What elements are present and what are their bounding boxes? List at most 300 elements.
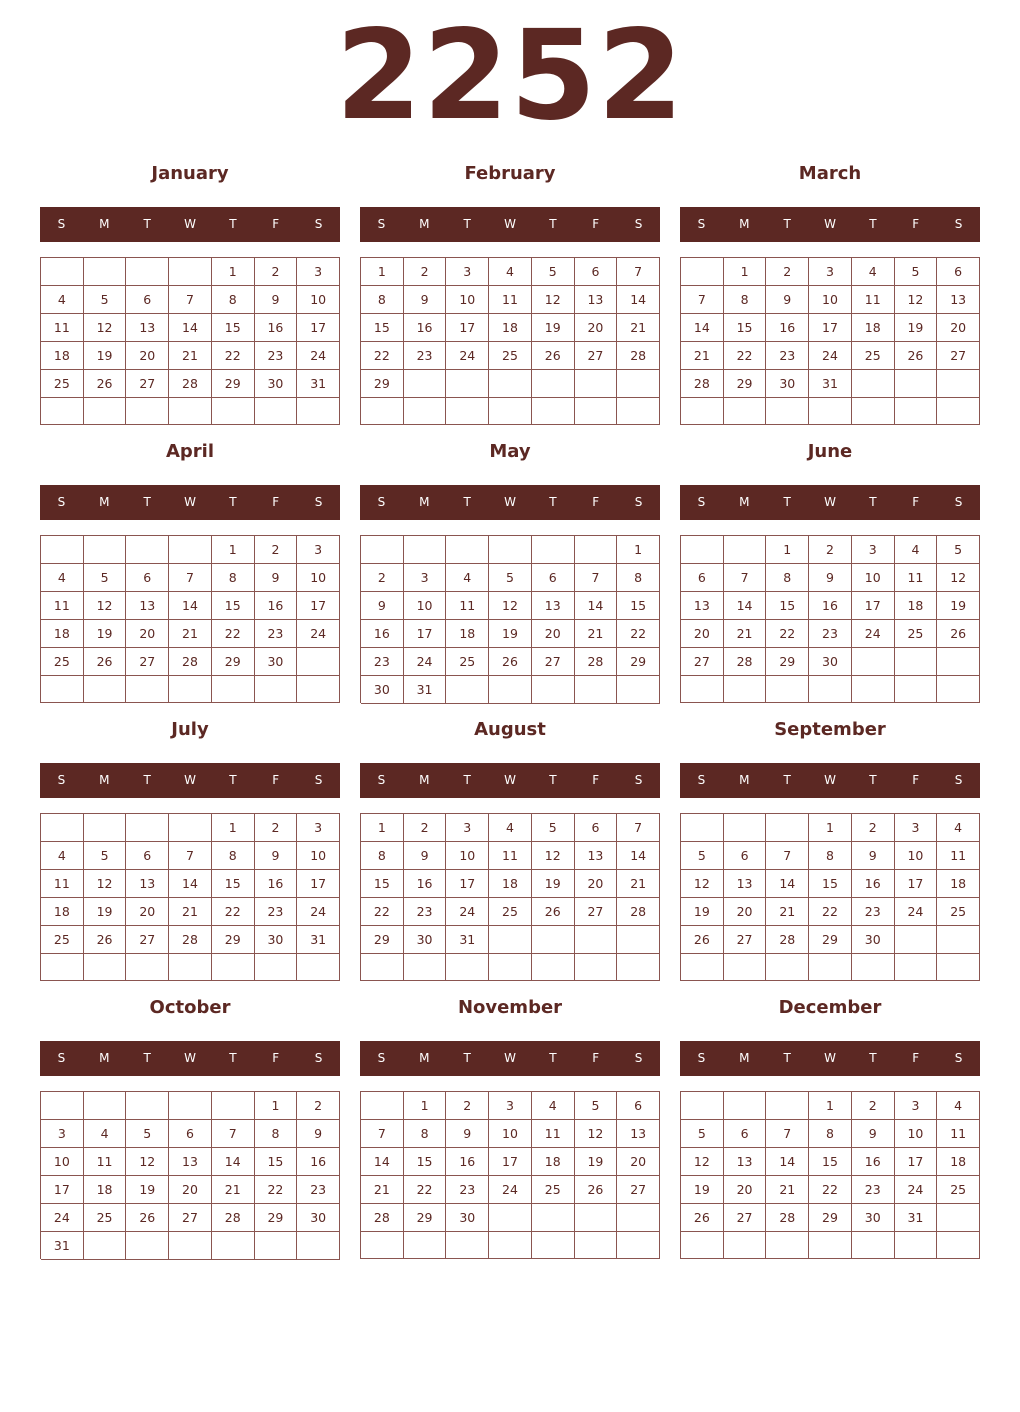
day-cell: 3 bbox=[446, 258, 489, 286]
day-cell: 23 bbox=[404, 898, 447, 926]
empty-day-cell bbox=[852, 648, 895, 676]
day-cell: 4 bbox=[489, 814, 532, 842]
empty-day-cell bbox=[404, 536, 447, 564]
day-cell: 21 bbox=[766, 898, 809, 926]
day-cell: 21 bbox=[212, 1176, 255, 1204]
day-cell: 17 bbox=[297, 870, 340, 898]
weekday-label: W bbox=[184, 217, 196, 231]
day-cell: 16 bbox=[446, 1148, 489, 1176]
day-cell: 1 bbox=[212, 814, 255, 842]
day-cell: 6 bbox=[617, 1092, 660, 1120]
day-cell: 25 bbox=[41, 648, 84, 676]
day-cell: 9 bbox=[852, 842, 895, 870]
weekday-label: M bbox=[739, 495, 750, 509]
weekday-label: S bbox=[954, 217, 963, 231]
weekday-label: T bbox=[463, 1051, 471, 1065]
day-cell: 27 bbox=[532, 648, 575, 676]
day-cell: 11 bbox=[41, 870, 84, 898]
empty-day-cell bbox=[937, 1232, 980, 1259]
empty-day-cell bbox=[489, 954, 532, 981]
day-cell: 15 bbox=[809, 870, 852, 898]
day-cell: 16 bbox=[852, 870, 895, 898]
day-cell: 18 bbox=[937, 870, 980, 898]
day-cell: 24 bbox=[297, 620, 340, 648]
empty-day-cell bbox=[404, 370, 447, 398]
month-name: April bbox=[165, 441, 215, 462]
day-cell: 18 bbox=[852, 314, 895, 342]
empty-day-cell bbox=[532, 676, 575, 704]
weekday-label: W bbox=[504, 217, 516, 231]
empty-day-cell bbox=[489, 398, 532, 425]
day-cell: 31 bbox=[404, 676, 447, 704]
empty-day-cell bbox=[809, 1232, 852, 1259]
weekday-header bbox=[680, 207, 980, 242]
empty-day-cell bbox=[809, 398, 852, 425]
day-cell: 3 bbox=[809, 258, 852, 286]
weekday-label: S bbox=[697, 1051, 706, 1065]
weekday-label: T bbox=[143, 495, 151, 509]
day-cell: 26 bbox=[575, 1176, 618, 1204]
empty-day-cell bbox=[766, 1232, 809, 1259]
empty-day-cell bbox=[532, 926, 575, 954]
day-cell: 8 bbox=[361, 842, 404, 870]
day-cell: 20 bbox=[126, 898, 169, 926]
empty-day-cell bbox=[446, 398, 489, 425]
day-cell: 26 bbox=[937, 620, 980, 648]
month-name: January bbox=[151, 163, 229, 184]
day-cell: 17 bbox=[446, 870, 489, 898]
day-cell: 4 bbox=[41, 564, 84, 592]
day-cell: 3 bbox=[297, 258, 340, 286]
day-cell: 20 bbox=[126, 620, 169, 648]
weekday-label: T bbox=[783, 217, 791, 231]
day-cell: 15 bbox=[212, 870, 255, 898]
day-cell: 9 bbox=[404, 842, 447, 870]
weekday-label: S bbox=[377, 217, 386, 231]
weekday-label: F bbox=[912, 773, 920, 787]
day-grid bbox=[40, 1091, 340, 1259]
day-cell: 7 bbox=[169, 842, 212, 870]
day-cell: 5 bbox=[532, 814, 575, 842]
day-cell: 31 bbox=[41, 1232, 84, 1260]
day-cell: 18 bbox=[41, 898, 84, 926]
day-cell: 26 bbox=[681, 926, 724, 954]
weekday-label: W bbox=[504, 495, 516, 509]
day-cell: 11 bbox=[446, 592, 489, 620]
day-cell: 25 bbox=[532, 1176, 575, 1204]
empty-day-cell bbox=[446, 954, 489, 981]
day-grid bbox=[360, 813, 660, 981]
day-cell: 12 bbox=[937, 564, 980, 592]
month-name: February bbox=[464, 163, 556, 184]
day-cell: 5 bbox=[575, 1092, 618, 1120]
weekday-label: S bbox=[377, 495, 386, 509]
day-cell: 3 bbox=[404, 564, 447, 592]
weekday-label: M bbox=[419, 773, 430, 787]
day-cell: 7 bbox=[766, 1120, 809, 1148]
day-cell: 30 bbox=[852, 926, 895, 954]
month-name: October bbox=[149, 997, 231, 1018]
day-cell: 20 bbox=[575, 314, 618, 342]
empty-day-cell bbox=[724, 954, 767, 981]
weekday-label: S bbox=[377, 773, 386, 787]
weekday-label: S bbox=[954, 773, 963, 787]
month-name: November bbox=[457, 997, 563, 1018]
weekday-label: S bbox=[57, 217, 66, 231]
weekday-label: T bbox=[143, 1051, 151, 1065]
empty-day-cell bbox=[681, 536, 724, 564]
empty-day-cell bbox=[126, 954, 169, 981]
day-cell: 4 bbox=[41, 842, 84, 870]
weekday-label: S bbox=[314, 495, 323, 509]
day-cell: 21 bbox=[617, 870, 660, 898]
empty-day-cell bbox=[84, 258, 127, 286]
empty-day-cell bbox=[297, 954, 340, 981]
month-name: September bbox=[774, 719, 886, 740]
day-cell: 12 bbox=[895, 286, 938, 314]
day-cell: 17 bbox=[41, 1176, 84, 1204]
day-cell: 25 bbox=[446, 648, 489, 676]
year-title: 2252 bbox=[335, 4, 685, 148]
day-cell: 10 bbox=[404, 592, 447, 620]
empty-day-cell bbox=[852, 954, 895, 981]
day-cell: 18 bbox=[895, 592, 938, 620]
day-cell: 11 bbox=[489, 286, 532, 314]
day-cell: 18 bbox=[489, 870, 532, 898]
day-cell: 8 bbox=[617, 564, 660, 592]
empty-day-cell bbox=[212, 1092, 255, 1120]
empty-day-cell bbox=[617, 370, 660, 398]
day-cell: 21 bbox=[361, 1176, 404, 1204]
day-cell: 10 bbox=[852, 564, 895, 592]
empty-day-cell bbox=[361, 1232, 404, 1259]
day-cell: 20 bbox=[724, 1176, 767, 1204]
weekday-label: M bbox=[99, 1051, 110, 1065]
day-cell: 29 bbox=[255, 1204, 298, 1232]
day-cell: 25 bbox=[84, 1204, 127, 1232]
day-cell: 12 bbox=[84, 314, 127, 342]
weekday-label: F bbox=[272, 1051, 280, 1065]
day-cell: 22 bbox=[724, 342, 767, 370]
weekday-header bbox=[360, 207, 660, 242]
empty-day-cell bbox=[489, 1232, 532, 1259]
day-cell: 26 bbox=[532, 898, 575, 926]
day-cell: 23 bbox=[446, 1176, 489, 1204]
empty-day-cell bbox=[489, 370, 532, 398]
day-grid bbox=[680, 535, 980, 703]
day-cell: 7 bbox=[681, 286, 724, 314]
day-cell: 10 bbox=[895, 842, 938, 870]
empty-day-cell bbox=[489, 926, 532, 954]
day-cell: 13 bbox=[617, 1120, 660, 1148]
empty-day-cell bbox=[681, 814, 724, 842]
day-cell: 20 bbox=[126, 342, 169, 370]
empty-day-cell bbox=[169, 536, 212, 564]
day-cell: 24 bbox=[41, 1204, 84, 1232]
day-cell: 27 bbox=[126, 370, 169, 398]
weekday-label: S bbox=[57, 495, 66, 509]
day-cell: 26 bbox=[84, 926, 127, 954]
weekday-label: S bbox=[697, 495, 706, 509]
weekday-label: W bbox=[824, 1051, 836, 1065]
day-cell: 24 bbox=[297, 898, 340, 926]
day-grid bbox=[360, 257, 660, 425]
day-cell: 4 bbox=[41, 286, 84, 314]
empty-day-cell bbox=[575, 926, 618, 954]
empty-day-cell bbox=[937, 676, 980, 703]
day-cell: 15 bbox=[361, 314, 404, 342]
empty-day-cell bbox=[126, 814, 169, 842]
day-cell: 18 bbox=[41, 342, 84, 370]
weekday-label: S bbox=[697, 773, 706, 787]
day-cell: 7 bbox=[361, 1120, 404, 1148]
day-cell: 2 bbox=[766, 258, 809, 286]
day-cell: 15 bbox=[212, 592, 255, 620]
day-cell: 21 bbox=[575, 620, 618, 648]
empty-day-cell bbox=[361, 954, 404, 981]
empty-day-cell bbox=[895, 954, 938, 981]
day-cell: 25 bbox=[489, 898, 532, 926]
empty-day-cell bbox=[41, 814, 84, 842]
empty-day-cell bbox=[41, 398, 84, 425]
empty-day-cell bbox=[532, 536, 575, 564]
day-cell: 23 bbox=[404, 342, 447, 370]
day-cell: 29 bbox=[404, 1204, 447, 1232]
day-grid bbox=[40, 535, 340, 703]
day-grid bbox=[680, 813, 980, 981]
day-cell: 19 bbox=[575, 1148, 618, 1176]
weekday-label: S bbox=[634, 773, 643, 787]
day-cell: 27 bbox=[169, 1204, 212, 1232]
day-cell: 12 bbox=[681, 870, 724, 898]
day-cell: 16 bbox=[766, 314, 809, 342]
day-cell: 17 bbox=[895, 1148, 938, 1176]
empty-day-cell bbox=[724, 676, 767, 703]
weekday-header bbox=[360, 1041, 660, 1076]
empty-day-cell bbox=[617, 398, 660, 425]
empty-day-cell bbox=[297, 1232, 340, 1260]
day-cell: 3 bbox=[41, 1120, 84, 1148]
day-cell: 4 bbox=[446, 564, 489, 592]
day-cell: 24 bbox=[895, 1176, 938, 1204]
day-cell: 5 bbox=[126, 1120, 169, 1148]
weekday-label: T bbox=[869, 217, 877, 231]
empty-day-cell bbox=[937, 398, 980, 425]
day-cell: 20 bbox=[724, 898, 767, 926]
empty-day-cell bbox=[852, 370, 895, 398]
empty-day-cell bbox=[297, 676, 340, 703]
day-cell: 15 bbox=[766, 592, 809, 620]
day-cell: 27 bbox=[575, 342, 618, 370]
day-cell: 27 bbox=[126, 648, 169, 676]
day-cell: 29 bbox=[724, 370, 767, 398]
day-cell: 2 bbox=[446, 1092, 489, 1120]
day-cell: 26 bbox=[895, 342, 938, 370]
day-cell: 22 bbox=[212, 898, 255, 926]
day-cell: 30 bbox=[446, 1204, 489, 1232]
day-cell: 20 bbox=[575, 870, 618, 898]
day-cell: 11 bbox=[532, 1120, 575, 1148]
empty-day-cell bbox=[169, 1092, 212, 1120]
day-cell: 27 bbox=[575, 898, 618, 926]
day-grid bbox=[360, 535, 660, 703]
day-cell: 13 bbox=[575, 842, 618, 870]
empty-day-cell bbox=[852, 1232, 895, 1259]
day-cell: 13 bbox=[126, 592, 169, 620]
day-cell: 29 bbox=[361, 926, 404, 954]
day-cell: 3 bbox=[297, 814, 340, 842]
day-cell: 4 bbox=[852, 258, 895, 286]
day-cell: 12 bbox=[489, 592, 532, 620]
empty-day-cell bbox=[766, 1092, 809, 1120]
day-cell: 2 bbox=[255, 258, 298, 286]
weekday-label: F bbox=[272, 773, 280, 787]
empty-day-cell bbox=[766, 954, 809, 981]
day-cell: 19 bbox=[84, 620, 127, 648]
weekday-label: T bbox=[869, 495, 877, 509]
day-cell: 27 bbox=[681, 648, 724, 676]
day-cell: 19 bbox=[84, 342, 127, 370]
weekday-header bbox=[40, 207, 340, 242]
day-cell: 24 bbox=[446, 898, 489, 926]
weekday-label: S bbox=[57, 1051, 66, 1065]
day-cell: 11 bbox=[489, 842, 532, 870]
empty-day-cell bbox=[681, 954, 724, 981]
day-cell: 28 bbox=[169, 648, 212, 676]
day-cell: 28 bbox=[766, 926, 809, 954]
month-name: March bbox=[798, 163, 862, 184]
day-cell: 19 bbox=[126, 1176, 169, 1204]
empty-day-cell bbox=[575, 536, 618, 564]
day-cell: 23 bbox=[255, 898, 298, 926]
empty-day-cell bbox=[532, 1232, 575, 1259]
weekday-header bbox=[40, 763, 340, 798]
weekday-label: T bbox=[869, 1051, 877, 1065]
day-cell: 20 bbox=[937, 314, 980, 342]
day-cell: 7 bbox=[169, 564, 212, 592]
day-cell: 16 bbox=[255, 314, 298, 342]
weekday-label: F bbox=[272, 495, 280, 509]
day-cell: 18 bbox=[532, 1148, 575, 1176]
empty-day-cell bbox=[724, 536, 767, 564]
day-cell: 6 bbox=[724, 842, 767, 870]
weekday-label: M bbox=[419, 217, 430, 231]
empty-day-cell bbox=[126, 536, 169, 564]
day-cell: 8 bbox=[809, 1120, 852, 1148]
day-cell: 2 bbox=[255, 814, 298, 842]
empty-day-cell bbox=[575, 398, 618, 425]
empty-day-cell bbox=[84, 1232, 127, 1260]
day-cell: 8 bbox=[212, 842, 255, 870]
day-cell: 19 bbox=[532, 870, 575, 898]
empty-day-cell bbox=[532, 954, 575, 981]
day-cell: 22 bbox=[361, 342, 404, 370]
day-cell: 23 bbox=[852, 1176, 895, 1204]
weekday-label: T bbox=[143, 773, 151, 787]
empty-day-cell bbox=[532, 370, 575, 398]
day-cell: 10 bbox=[297, 564, 340, 592]
day-cell: 16 bbox=[404, 314, 447, 342]
day-cell: 25 bbox=[895, 620, 938, 648]
day-cell: 6 bbox=[126, 286, 169, 314]
day-cell: 20 bbox=[532, 620, 575, 648]
weekday-label: M bbox=[419, 495, 430, 509]
day-cell: 22 bbox=[212, 342, 255, 370]
empty-day-cell bbox=[575, 1232, 618, 1259]
day-cell: 25 bbox=[41, 926, 84, 954]
day-grid bbox=[40, 813, 340, 981]
day-cell: 3 bbox=[895, 814, 938, 842]
day-cell: 7 bbox=[724, 564, 767, 592]
weekday-label: F bbox=[592, 1051, 600, 1065]
day-cell: 5 bbox=[532, 258, 575, 286]
day-cell: 14 bbox=[724, 592, 767, 620]
empty-day-cell bbox=[937, 1204, 980, 1232]
weekday-label: S bbox=[377, 1051, 386, 1065]
day-cell: 9 bbox=[809, 564, 852, 592]
day-cell: 10 bbox=[446, 842, 489, 870]
day-cell: 1 bbox=[361, 258, 404, 286]
empty-day-cell bbox=[532, 1204, 575, 1232]
day-cell: 28 bbox=[575, 648, 618, 676]
day-cell: 12 bbox=[532, 842, 575, 870]
empty-day-cell bbox=[84, 536, 127, 564]
weekday-label: S bbox=[314, 217, 323, 231]
weekday-label: T bbox=[783, 1051, 791, 1065]
day-cell: 5 bbox=[895, 258, 938, 286]
day-cell: 18 bbox=[489, 314, 532, 342]
weekday-label: W bbox=[504, 1051, 516, 1065]
empty-day-cell bbox=[895, 926, 938, 954]
day-cell: 29 bbox=[212, 926, 255, 954]
day-cell: 30 bbox=[809, 648, 852, 676]
day-cell: 13 bbox=[724, 870, 767, 898]
day-cell: 24 bbox=[297, 342, 340, 370]
day-cell: 16 bbox=[255, 870, 298, 898]
weekday-label: M bbox=[739, 217, 750, 231]
day-cell: 19 bbox=[937, 592, 980, 620]
day-cell: 19 bbox=[489, 620, 532, 648]
day-grid bbox=[40, 257, 340, 425]
empty-day-cell bbox=[766, 814, 809, 842]
empty-day-cell bbox=[126, 676, 169, 703]
day-cell: 1 bbox=[724, 258, 767, 286]
empty-day-cell bbox=[41, 1092, 84, 1120]
weekday-label: S bbox=[314, 1051, 323, 1065]
empty-day-cell bbox=[41, 258, 84, 286]
weekday-label: W bbox=[824, 217, 836, 231]
empty-day-cell bbox=[446, 676, 489, 704]
empty-day-cell bbox=[895, 1232, 938, 1259]
day-cell: 23 bbox=[809, 620, 852, 648]
day-cell: 11 bbox=[937, 842, 980, 870]
day-cell: 25 bbox=[489, 342, 532, 370]
day-cell: 26 bbox=[84, 648, 127, 676]
day-cell: 6 bbox=[126, 564, 169, 592]
weekday-header bbox=[680, 763, 980, 798]
day-cell: 4 bbox=[489, 258, 532, 286]
empty-day-cell bbox=[84, 954, 127, 981]
day-cell: 7 bbox=[617, 258, 660, 286]
day-cell: 17 bbox=[297, 314, 340, 342]
day-cell: 9 bbox=[446, 1120, 489, 1148]
empty-day-cell bbox=[297, 648, 340, 676]
day-cell: 15 bbox=[617, 592, 660, 620]
day-cell: 16 bbox=[255, 592, 298, 620]
empty-day-cell bbox=[532, 398, 575, 425]
weekday-label: W bbox=[504, 773, 516, 787]
day-cell: 14 bbox=[766, 870, 809, 898]
